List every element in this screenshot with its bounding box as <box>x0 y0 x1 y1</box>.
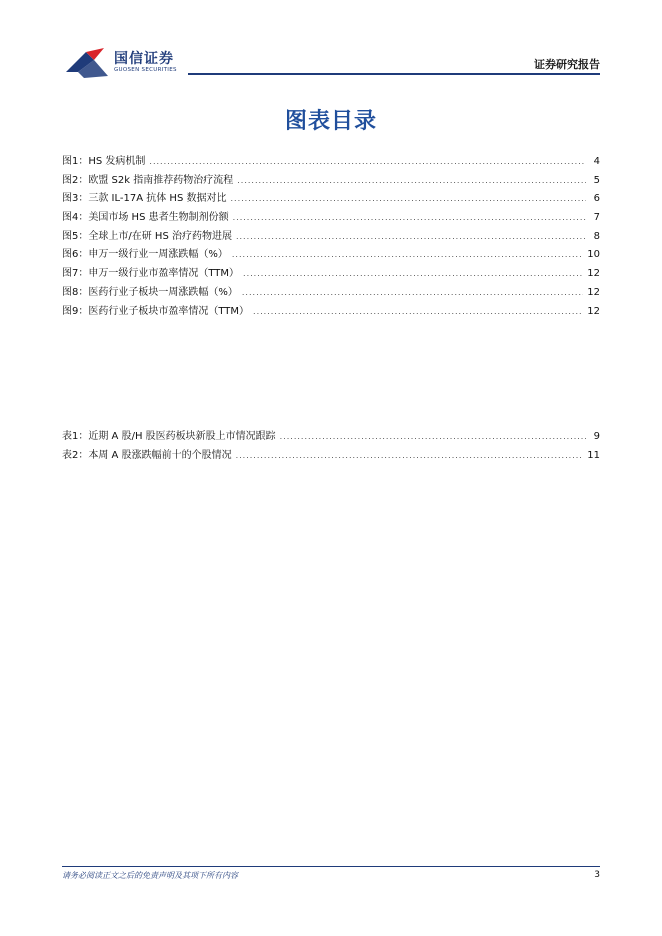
toc-row-figure-3[interactable] <box>62 190 600 209</box>
toc-row-figure-7[interactable] <box>62 265 600 284</box>
report-type: 证券研究报告 <box>534 58 600 71</box>
toc-label: 图4： <box>62 212 89 224</box>
footer-divider <box>62 866 600 867</box>
toc-title: 申万一级行业市盈率情况（TTM） <box>88 268 240 280</box>
toc-title: 欧盟 S2k 指南推荐药物治疗流程 <box>88 174 234 186</box>
toc-page: 4 <box>593 156 600 167</box>
toc-page: 11 <box>587 449 600 461</box>
toc-page: 12 <box>587 268 600 280</box>
guosen-logo <box>64 46 184 80</box>
toc-leader <box>242 284 583 303</box>
toc-row-figure-2[interactable] <box>62 172 600 191</box>
toc-leader <box>232 246 583 265</box>
toc-label: 图2： <box>62 174 89 186</box>
toc-leader <box>280 428 586 447</box>
toc-page: 5 <box>593 174 600 186</box>
toc-title: 医药行业子板块市盈率情况（TTM） <box>88 305 250 317</box>
table-list <box>62 428 600 465</box>
toc-row-figure-8[interactable] <box>62 284 600 303</box>
page-number: 3 <box>594 870 600 880</box>
toc-row-figure-9[interactable] <box>62 303 600 322</box>
toc-row-figure-4[interactable] <box>62 209 600 228</box>
toc-leader <box>230 190 586 209</box>
toc-leader <box>236 447 584 466</box>
toc-leader <box>149 153 586 172</box>
toc-page: 9 <box>593 431 600 442</box>
toc-title: 申万一级行业一周涨跌幅（%） <box>88 249 228 261</box>
toc-title: 本周 A 股涨跌幅前十的个股情况 <box>88 449 232 461</box>
toc-leader <box>233 209 586 228</box>
toc-row-table-2[interactable] <box>62 447 600 466</box>
toc-page: 12 <box>587 286 600 298</box>
toc-label: 图8： <box>62 286 89 298</box>
toc-leader <box>237 172 586 191</box>
toc-title: 全球上市/在研 HS 治疗药物进展 <box>88 230 232 242</box>
toc-leader <box>253 303 583 322</box>
footer-disclaimer: 请务必阅读正文之后的免责声明及其项下所有内容 <box>62 871 238 880</box>
toc-leader <box>243 265 583 284</box>
figure-list <box>62 153 600 321</box>
toc-title: 美国市场 HS 患者生物制剂份额 <box>88 212 229 224</box>
header-divider <box>188 73 600 75</box>
toc-label: 图9： <box>62 305 89 317</box>
toc-row-figure-1[interactable] <box>62 153 600 172</box>
toc-title: HS 发病机制 <box>88 156 146 167</box>
toc-page: 8 <box>593 230 600 242</box>
toc-row-figure-6[interactable] <box>62 246 600 265</box>
toc-title: 医药行业子板块一周涨跌幅（%） <box>88 286 238 298</box>
page-title: 图表目录 <box>284 109 377 134</box>
guosen-logo-icon <box>64 46 110 80</box>
toc-leader <box>236 228 586 247</box>
toc-label: 表1： <box>62 431 89 442</box>
toc-page: 10 <box>587 249 600 261</box>
toc-page: 7 <box>593 212 600 224</box>
toc-row-table-1[interactable] <box>62 428 600 447</box>
brand-name-cn: 国信证券 <box>114 51 174 67</box>
brand-name-en: GUOSEN SECURITIES <box>114 67 177 73</box>
toc-page: 12 <box>587 305 600 317</box>
toc-row-figure-5[interactable] <box>62 228 600 247</box>
toc-label: 图6： <box>62 249 89 261</box>
toc-page: 6 <box>593 193 600 205</box>
toc-label: 表2： <box>62 449 89 461</box>
toc-label: 图5： <box>62 230 89 242</box>
toc-label: 图3： <box>62 193 89 205</box>
toc-title: 近期 A 股/H 股医药板块新股上市情况跟踪 <box>88 431 276 442</box>
toc-label: 图1： <box>62 156 89 167</box>
toc-label: 图7： <box>62 268 89 280</box>
toc-title: 三款 IL-17A 抗体 HS 数据对比 <box>88 193 227 205</box>
